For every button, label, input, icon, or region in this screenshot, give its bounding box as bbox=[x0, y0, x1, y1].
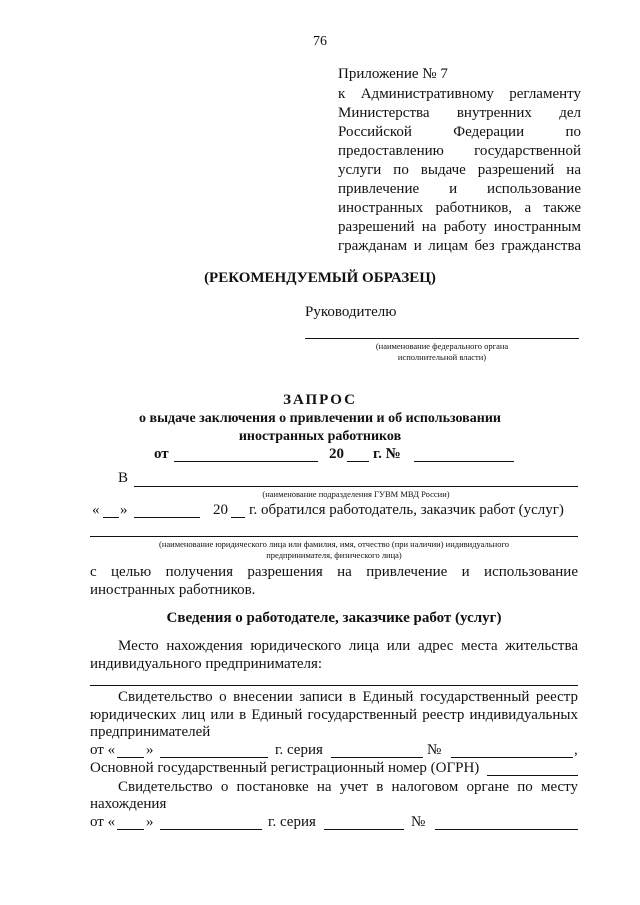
certificate-number-label: № bbox=[427, 742, 442, 758]
request-year-blank bbox=[347, 461, 369, 462]
appendix-line: Российской Федерации по bbox=[338, 124, 581, 140]
appendix-line: иностранных работников, а также bbox=[338, 200, 581, 216]
tax-month-blank bbox=[160, 829, 262, 830]
location-blank-line bbox=[90, 685, 578, 686]
request-number-blank bbox=[414, 461, 514, 462]
request-date-blank bbox=[174, 461, 318, 462]
date-month-blank bbox=[134, 517, 200, 518]
purpose-text: с целью получения разрешения на привлечение и использование bbox=[90, 564, 578, 580]
date-year-label: 20 bbox=[213, 502, 228, 518]
appendix-line: гражданам и лицам без гражданства bbox=[338, 238, 581, 254]
to-caption: (наименование подразделения ГУВМ МВД России) bbox=[262, 489, 450, 499]
appendix-line: к Административному регламенту bbox=[338, 86, 581, 102]
purpose-text: иностранных работников. bbox=[90, 582, 256, 598]
tax-day-blank bbox=[117, 829, 144, 830]
section-title: Сведения о работодателе, заказчике работ (услуг) bbox=[166, 610, 502, 626]
tax-number-blank bbox=[435, 829, 578, 830]
certificate-month-blank bbox=[160, 757, 268, 758]
employer-caption: (наименование юридического лица или фамилия, имя, отчество (при наличии) индивидуального bbox=[159, 539, 509, 549]
addressee-blank-line bbox=[305, 338, 579, 339]
tax-series-label: г. серия bbox=[268, 814, 316, 830]
date-year-blank bbox=[231, 517, 245, 518]
request-year-label: 20 bbox=[329, 446, 344, 462]
sample-label: (РЕКОМЕНДУЕМЫЙ ОБРАЗЕЦ) bbox=[204, 270, 436, 286]
appendix-line: услуги по выдаче разрешений на bbox=[338, 162, 581, 178]
employer-caption: предпринимателя, физического лица) bbox=[266, 550, 402, 560]
appendix-line: Министерства внутренних дел bbox=[338, 105, 581, 121]
date-quote-open: « bbox=[92, 502, 100, 518]
request-from-label: от bbox=[154, 446, 169, 462]
ogrn-blank bbox=[487, 775, 578, 776]
appendix-line: привлечение и использование bbox=[338, 181, 581, 197]
appendix-line: предоставлению государственной bbox=[338, 143, 581, 159]
addressee-caption: исполнительной власти) bbox=[397, 352, 487, 362]
date-line-text: г. обратился работодатель, заказчик работ (услуг) bbox=[249, 502, 564, 518]
certificate-day-blank bbox=[117, 757, 144, 758]
appendix-title: Приложение № 7 bbox=[338, 66, 448, 82]
tax-series-blank bbox=[324, 829, 404, 830]
page-number: 76 bbox=[313, 34, 327, 49]
date-day-blank bbox=[103, 517, 119, 518]
request-number-label: г. № bbox=[373, 446, 401, 462]
certificate-comma: , bbox=[574, 742, 578, 758]
appendix-line: разрешений на работу иностранным bbox=[338, 219, 581, 235]
certificate-text: Свидетельство о внесении записи в Единый государственный реестр bbox=[118, 689, 578, 705]
certificate-from-label: от « bbox=[90, 742, 116, 758]
request-subtitle: о выдаче заключения о привлечении и об использовании bbox=[139, 411, 501, 426]
certificate-series-label: г. серия bbox=[275, 742, 323, 758]
certificate-quote-close: » bbox=[146, 742, 154, 758]
ogrn-label: Основной государственный регистрационный номер (ОГРН) bbox=[90, 760, 480, 776]
location-text: индивидуального предпринимателя: bbox=[90, 656, 323, 672]
addressee-label: Руководителю bbox=[305, 304, 397, 320]
to-blank-line bbox=[134, 486, 578, 487]
tax-number-label: № bbox=[411, 814, 426, 830]
certificate-number-blank bbox=[451, 757, 573, 758]
tax-text: нахождения bbox=[90, 796, 167, 812]
certificate-text: предпринимателей bbox=[90, 724, 211, 740]
tax-from-label: от « bbox=[90, 814, 116, 830]
to-prefix: В bbox=[118, 470, 129, 486]
employer-blank-line bbox=[90, 536, 578, 537]
request-subtitle: иностранных работников bbox=[238, 429, 402, 444]
date-quote-close: » bbox=[120, 502, 128, 518]
tax-quote-close: » bbox=[146, 814, 154, 830]
request-title: ЗАПРОС bbox=[283, 392, 357, 408]
certificate-series-blank bbox=[331, 757, 423, 758]
tax-text: Свидетельство о постановке на учет в налоговом органе по месту bbox=[118, 779, 578, 795]
location-text: Место нахождения юридического лица или адрес места жительства bbox=[118, 638, 578, 654]
addressee-caption: (наименование федерального органа bbox=[375, 341, 509, 351]
certificate-text: юридических лиц или в Единый государственный реестр индивидуальных bbox=[90, 707, 578, 723]
